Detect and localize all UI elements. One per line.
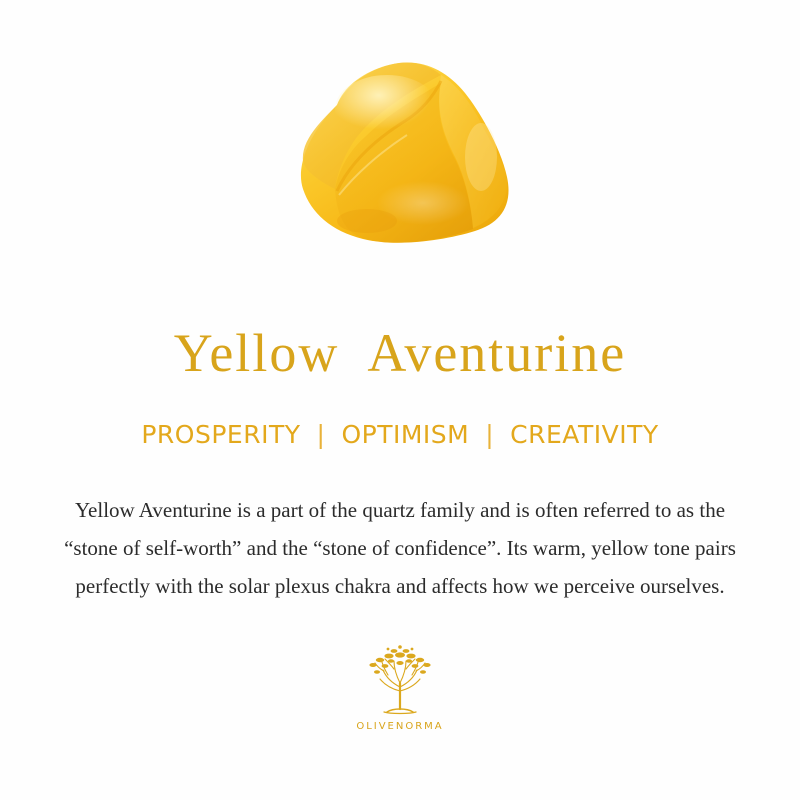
keyword-separator-2: | <box>485 420 495 449</box>
stone-shadow-bottom <box>337 209 397 233</box>
brand-logo <box>356 639 443 732</box>
stone-image-container <box>0 0 800 300</box>
yellow-aventurine-stone-image <box>275 53 535 258</box>
keyword-creativity: CREATIVITY <box>510 420 659 449</box>
stone-illustration <box>275 53 535 258</box>
tree-of-life-icon <box>358 639 442 719</box>
product-description: Yellow Aventurine is a part of the quartz family and is often referred to as the “stone of self-worth” and the “stone of confidence”. Its warm, yellow tone pairs perfectly with the solar plexus chakra and affects how we perceive ourselves. <box>64 498 736 598</box>
stone-highlight-right <box>465 123 497 191</box>
page-title: Yellow Aventurine <box>173 323 627 383</box>
keyword-optimism: OPTIMISM <box>341 420 470 449</box>
keyword-separator-1: | <box>316 420 326 449</box>
stone-highlight-main <box>335 75 439 143</box>
keyword-prosperity: PROSPERITY <box>141 420 301 449</box>
brand-name: OLIVENORMA <box>356 721 444 732</box>
keyword-list <box>127 420 672 449</box>
